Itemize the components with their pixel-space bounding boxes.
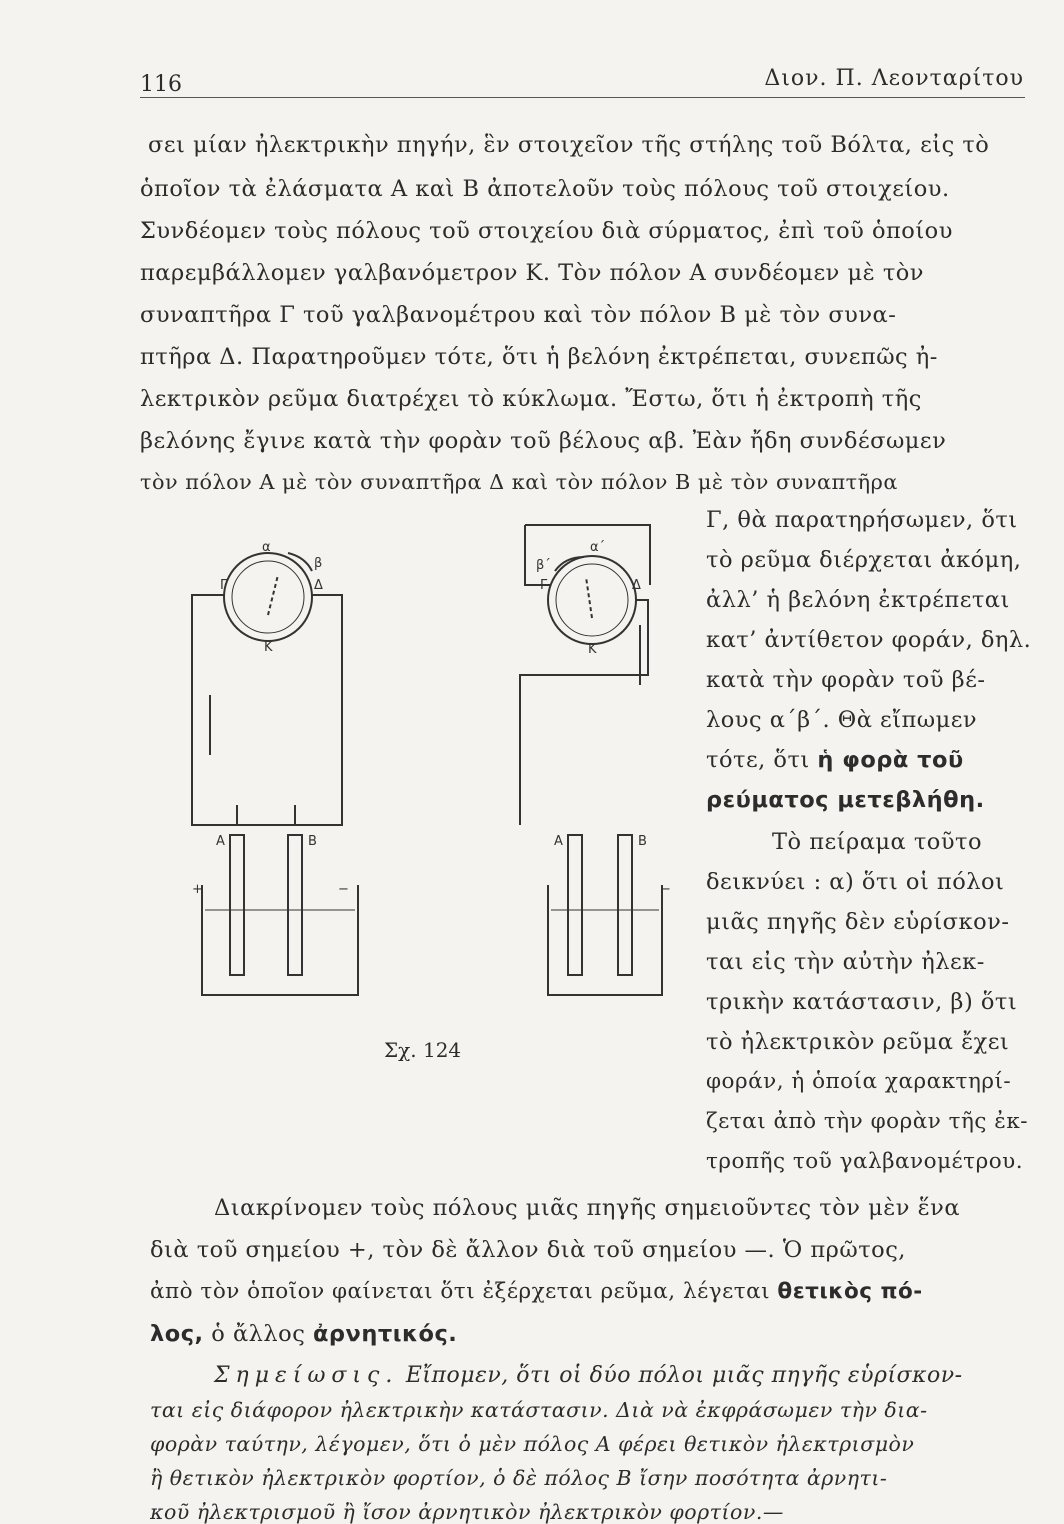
text-line: Συνδέομεν τοὺς πόλους τοῦ στοιχείου διὰ σύρματος, ἐπὶ τοῦ ὁποίου	[140, 218, 953, 244]
emphasis-bold: λος,	[150, 1321, 204, 1347]
text-line: κατ’ ἀντίθετον φοράν, δηλ.	[706, 627, 1032, 653]
text-line: κοῦ ἠλεκτρισμοῦ ἢ ἴσον ἀρνητικὸν ἠλεκτρικὸν φορτίον.—	[150, 1500, 784, 1524]
left-plate-B	[288, 835, 302, 975]
text-line: συναπτῆρα Γ τοῦ γαλβανομέτρου καὶ τὸν πόλον Β μὲ τὸν συνα-	[140, 302, 897, 328]
label-minus-right: −	[660, 882, 671, 897]
label-k-right: Κ	[588, 642, 597, 657]
label-pole-A: Α	[216, 834, 225, 849]
emphasis-bold: θετικὸς πό-	[777, 1279, 923, 1304]
label-a-prime: α΄	[590, 540, 606, 555]
text-line: Διακρίνομεν τοὺς πόλους μιᾶς πηγῆς σημειοῦντες τὸν μὲν ἕνα	[214, 1195, 961, 1221]
label-k: Κ	[264, 640, 273, 655]
left-galvanometer	[224, 553, 312, 641]
text-line: λους α΄β΄. Θὰ εἴπωμεν	[706, 707, 978, 733]
note-heading: Σημείωσις.	[214, 1363, 399, 1388]
label-minus: −	[338, 882, 349, 897]
right-plate-B	[618, 835, 632, 975]
text-line: πτῆρα Δ. Παρατηροῦμεν τότε, ὅτι ἡ βελόνη ἐκτρέπεται, συνεπῶς ἠ-	[140, 344, 938, 370]
label-a: α	[262, 540, 271, 555]
label-b-prime: β΄	[536, 558, 551, 573]
text-span: Εἴπομεν, ὅτι οἱ δύο πόλοι μιᾶς πηγῆς εὑρίσκον-	[405, 1363, 963, 1388]
label-b: β	[314, 556, 323, 571]
figure-galvanometer-circuits	[180, 505, 690, 1005]
text-line: παρεμβάλλομεν γαλβανόμετρον Κ. Τὸν πόλον Α συνδέομεν μὲ τὸν	[140, 260, 924, 286]
text-line: ται εἰς διάφορον ἠλεκτρικὴν κατάστασιν. Διὰ νὰ ἐκφράσωμεν τὴν δια-	[150, 1398, 928, 1422]
text-line: τὸ ρεῦμα διέρχεται ἀκόμη,	[706, 547, 1022, 573]
left-plate-A	[230, 835, 244, 975]
text-line: τὸ ἠλεκτρικὸν ρεῦμα ἔχει	[706, 1029, 1010, 1055]
running-header-author: Διον. Π. Λεονταρίτου	[764, 66, 1024, 91]
text-line: τροπῆς τοῦ γαλβανομέτρου.	[706, 1149, 1024, 1174]
text-line: βελόνης ἔγινε κατὰ τὴν φορὰν τοῦ βέλους αβ. Ἐὰν ἤδη συνδέσωμεν	[140, 428, 947, 454]
text-line: ζεται ἀπὸ τὴν φορὰν τῆς ἐκ-	[706, 1109, 1029, 1134]
label-delta: Δ	[314, 578, 323, 593]
text-line: φορὰν ταύτην, λέγομεν, ὅτι ὁ μὲν πόλος Α φέρει θετικὸν ἠλεκτρισμὸν	[150, 1432, 915, 1456]
text-line: διὰ τοῦ σημείου +, τὸν δὲ ἄλλον διὰ τοῦ σημείου —. Ὁ πρῶτος,	[150, 1237, 906, 1263]
emphasis-bold: ἀρνητικός.	[312, 1321, 458, 1347]
text-line: φοράν, ἡ ὁποία χαρακτηρί-	[706, 1069, 1012, 1094]
text-line: μιᾶς πηγῆς δὲν εὑρίσκον-	[706, 909, 1010, 935]
right-wire-top	[525, 525, 550, 585]
label-pole-A-right: Α	[554, 834, 563, 849]
label-plus: +	[192, 882, 203, 897]
text-span: τότε, ὅτι	[706, 747, 810, 773]
text-line: λεκτρικὸν ρεῦμα διατρέχει τὸ κύκλωμα. Ἔστω, ὅτι ἡ ἐκτροπὴ τῆς	[140, 386, 922, 412]
label-delta-right: Δ	[632, 578, 641, 593]
text-line: ὁποῖον τὰ ἐλάσματα Α καὶ Β ἀποτελοῦν τοὺς πόλους τοῦ στοιχείου.	[140, 176, 950, 202]
label-gamma-right: Γ	[540, 578, 548, 593]
text-line: ἀλλ’ ἡ βελόνη ἐκτρέπεται	[706, 587, 1010, 613]
label-pole-B: Β	[308, 834, 317, 849]
text-line: δεικνύει : α) ὅτι οἱ πόλοι	[706, 869, 1005, 895]
text-line: σει μίαν ἠλεκτρικὴν πηγήν, ἓν στοιχεῖον τῆς στήλης τοῦ Βόλτα, εἰς τὸ	[148, 132, 990, 158]
emphasis-bold: ἡ φορὰ τοῦ	[817, 747, 964, 773]
text-line	[706, 747, 964, 773]
text-line: κατὰ τὴν φορὰν τοῦ βέ-	[706, 667, 986, 693]
right-galvanometer	[548, 556, 636, 644]
text-line: ἢ θετικὸν ἠλεκτρικὸν φορτίον, ὁ δὲ πόλος Β ἴσην ποσότητα ἀρνητι-	[150, 1466, 888, 1490]
text-line	[214, 1363, 963, 1388]
text-line	[150, 1279, 923, 1304]
figure-caption: Σχ. 124	[384, 1038, 462, 1062]
text-line: τὸν πόλον Α μὲ τὸν συναπτῆρα Δ καὶ τὸν πόλον Β μὲ τὸν συναπτῆρα	[140, 470, 898, 494]
text-line	[150, 1321, 457, 1347]
emphasis-bold-line: ρεύματος μετεβλήθη.	[706, 787, 985, 813]
page-number: 116	[140, 72, 182, 97]
text-line: Γ, θὰ παρατηρήσωμεν, ὅτι	[706, 507, 1018, 533]
text-line: τρικὴν κατάστασιν, β) ὅτι	[706, 989, 1018, 1015]
header-rule	[140, 97, 1025, 98]
right-cell-vessel	[548, 885, 662, 995]
text-line: Τὸ πείραμα τοῦτο	[772, 829, 983, 855]
text-span: ἀπὸ τὸν ὁποῖον φαίνεται ὅτι ἐξέρχεται ρεῦμα, λέγεται	[150, 1279, 771, 1304]
label-gamma: Γ	[220, 578, 228, 593]
label-pole-B-right: Β	[638, 834, 647, 849]
left-cell-vessel	[202, 885, 358, 995]
right-plate-A	[568, 835, 582, 975]
text-span: ὁ ἄλλος	[211, 1321, 306, 1347]
text-line: ται εἰς τὴν αὐτὴν ἠλεκ-	[706, 949, 985, 975]
